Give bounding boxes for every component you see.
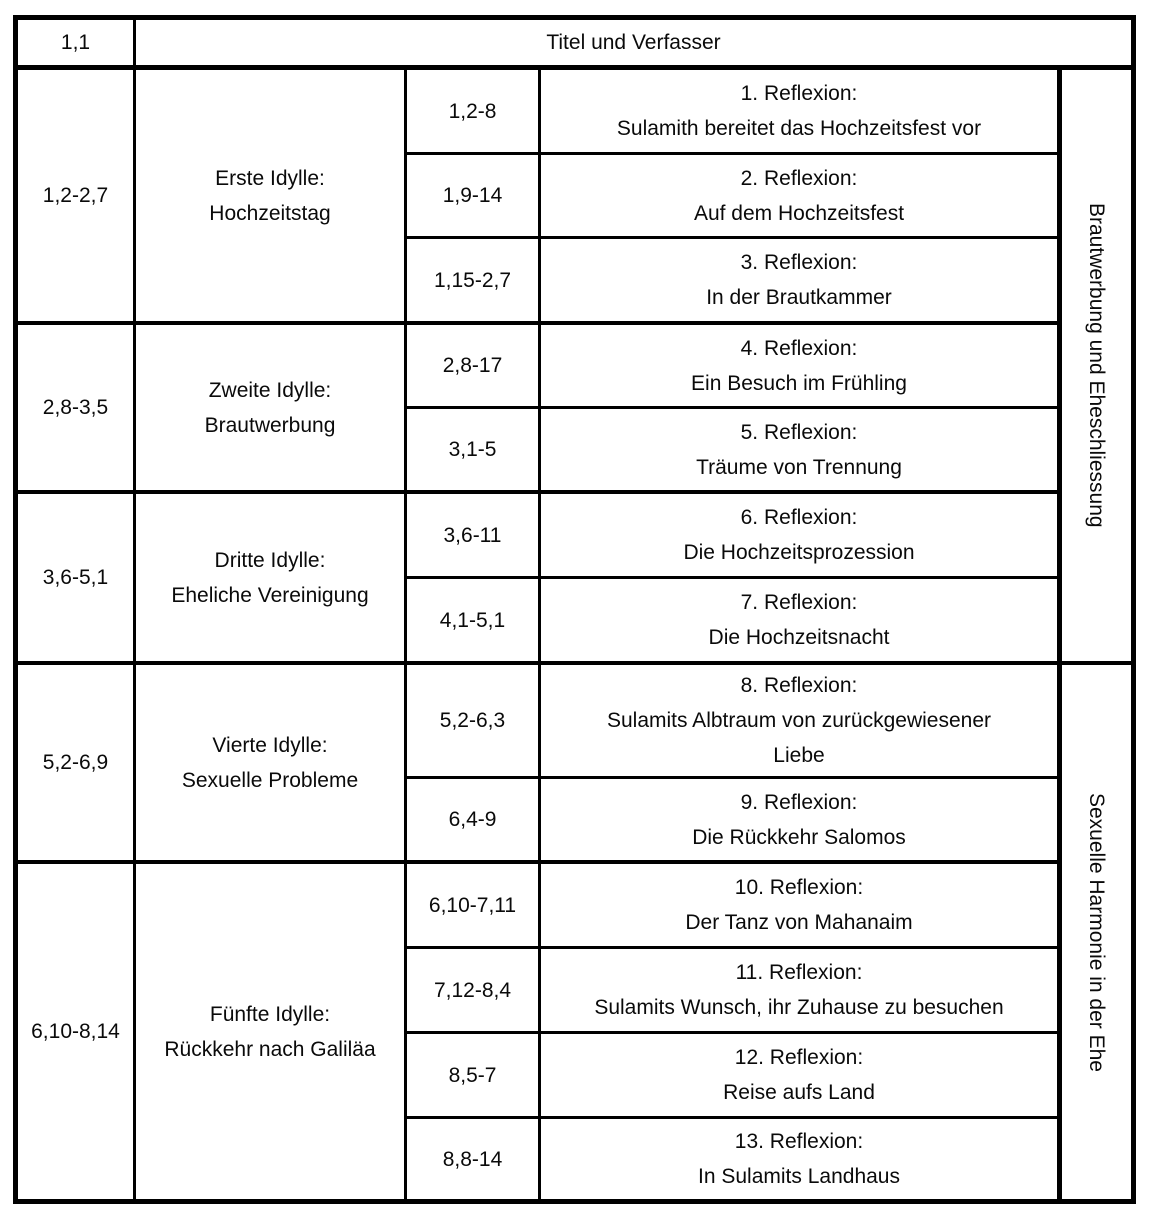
reflection-ref-4: 2,8-17 xyxy=(442,354,503,377)
reflection-ref-13: 8,8-14 xyxy=(442,1147,503,1171)
reflection-ref-2: 1,9-14 xyxy=(442,184,503,207)
reflection-7: 7. Reflexion: Die Hochzeitsnacht xyxy=(708,591,890,649)
title-row-ref xyxy=(18,20,133,65)
reflection-ref-9: 6,4-9 xyxy=(448,808,497,831)
idyll-name-3: Dritte Idylle: Eheliche Vereinigung xyxy=(171,548,369,607)
theme-1-label: Brautwerbung und Eheschliessung xyxy=(1085,203,1108,528)
idyll-ref-2: 2,8-3,5 xyxy=(42,396,109,419)
idyll-ref-5: 6,10-8,14 xyxy=(31,1020,120,1043)
reflection-ref-12: 8,5-7 xyxy=(448,1063,497,1087)
reflection-ref-6: 3,6-11 xyxy=(443,523,502,547)
idyll-ref-1: 1,2-2,7 xyxy=(42,184,109,207)
reflection-ref-7: 4,1-5,1 xyxy=(439,608,506,632)
idyll-name-5: Fünfte Idylle: Rückkehr nach Galiläa xyxy=(164,1002,376,1061)
reflection-10: 10. Reflexion: Der Tanz von Mahanaim xyxy=(685,876,913,934)
theme-2 xyxy=(1062,665,1131,1199)
idyll-name-1: Erste Idylle: Hochzeitstag xyxy=(209,166,331,225)
reflection-6: 6. Reflexion: Die Hochzeitsprozession xyxy=(683,506,915,564)
reflection-ref-3: 1,15-2,7 xyxy=(433,268,512,292)
reflection-1: 1. Reflexion: Sulamith bereitet das Hochzeitsfest vor xyxy=(616,82,982,140)
reflection-13: 13. Reflexion: In Sulamits Landhaus xyxy=(698,1130,900,1188)
theme-1 xyxy=(1062,70,1131,661)
reflection-ref-11: 7,12-8,4 xyxy=(433,978,512,1002)
idyll-ref-4: 5,2-6,9 xyxy=(42,751,109,774)
reflection-11: 11. Reflexion: Sulamits Wunsch, ihr Zuhause zu besuchen xyxy=(594,961,1004,1019)
idyll-name-4: Vierte Idylle: Sexuelle Probleme xyxy=(181,733,359,792)
title-row-label xyxy=(136,20,1131,65)
reflection-8: 8. Reflexion: Sulamits Albtraum von zurückgewiesener Liebe xyxy=(606,674,991,767)
idyll-ref-3: 3,6-5,1 xyxy=(42,566,109,589)
ref-text: 1,1 xyxy=(60,31,91,54)
idyll-name-2: Zweite Idylle: Brautwerbung xyxy=(204,378,336,437)
reflection-9: 9. Reflexion: Die Rückkehr Salomos xyxy=(692,790,906,849)
reflection-ref-5: 3,1-5 xyxy=(448,438,497,461)
reflection-12: 12. Reflexion: Reise aufs Land xyxy=(723,1046,875,1104)
title-text: Titel und Verfasser xyxy=(546,31,721,54)
reflection-ref-8: 5,2-6,3 xyxy=(439,709,506,732)
outer-border-bottom xyxy=(13,1199,1136,1204)
reflection-3: 3. Reflexion: In der Brautkammer xyxy=(706,251,892,309)
reflection-2: 2. Reflexion: Auf dem Hochzeitsfest xyxy=(693,166,905,225)
reflection-4: 4. Reflexion: Ein Besuch im Frühling xyxy=(691,336,907,395)
outer-border-right xyxy=(1131,15,1136,1204)
reflection-ref-1: 1,2-8 xyxy=(448,99,497,123)
reflection-ref-10: 6,10-7,11 xyxy=(428,893,517,917)
reflection-5: 5. Reflexion: Träume von Trennung xyxy=(696,420,902,479)
theme-2-label: Sexuelle Harmonie in der Ehe xyxy=(1085,792,1108,1072)
